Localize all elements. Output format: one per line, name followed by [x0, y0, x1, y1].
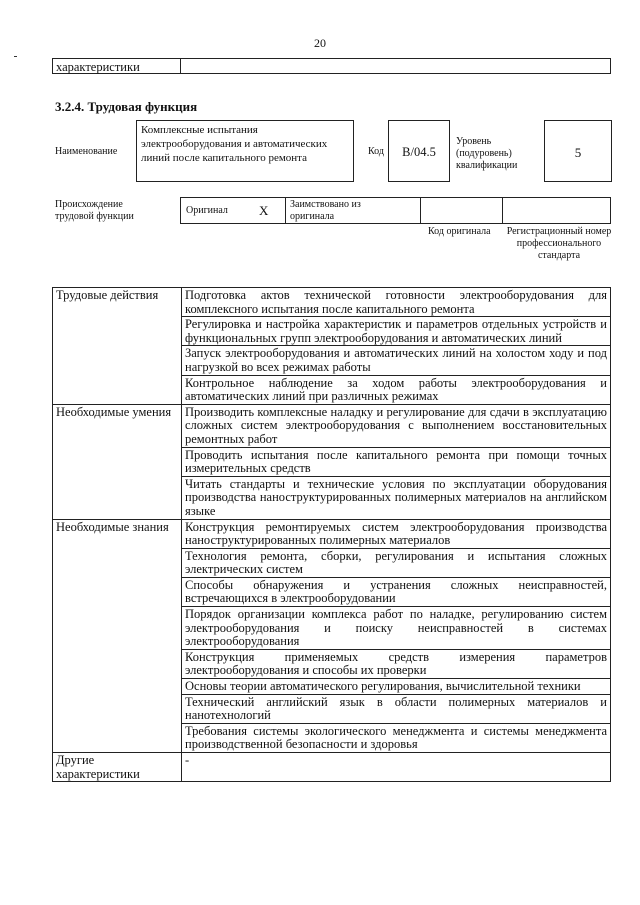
reg-number-label: Регистрационный номер профессионального стандарта	[506, 226, 612, 261]
row-label: Необходимые знания	[53, 519, 182, 753]
level-value-box	[544, 120, 612, 182]
row-item: Конструкция применяемых средств измерения параметров электрооборудования и способы их проверки	[182, 649, 611, 678]
row-item: Основы теории автоматического регулирования, вычислительной техники	[182, 679, 611, 695]
table-row	[53, 288, 611, 317]
name-value: Комплексные испытания электрооборудования и автоматических линий после капитального ремонта	[141, 124, 328, 164]
origin-divider-3	[502, 197, 503, 224]
row-item: Технология ремонта, сборки, регулирования и испытания сложных электрических систем	[182, 548, 611, 577]
prev-table-label: характеристики	[56, 60, 140, 74]
row-item: Технический английский язык в области полимерных материалов и нанотехнологий	[182, 694, 611, 723]
row-item: Производить комплексные наладку и регулирование для сдачи в эксплуатацию сложных систем электрооборудования с выполнением восстановительных ремонтных работ	[182, 404, 611, 447]
code-value: B/04.5	[402, 145, 436, 159]
section-title: 3.2.4. Трудовая функция	[55, 99, 198, 114]
borrowed-label: Заимствовано из оригинала	[290, 199, 361, 222]
origin-label: Происхождение трудовой функции	[55, 199, 134, 222]
code-label: Код	[368, 146, 384, 157]
row-item: Запуск электрооборудования и автоматических линий на холостом ходу и под нагрузкой во всех режимах работы	[182, 346, 611, 375]
row-item: Проводить испытания после капитального ремонта при помощи точных измерительных средств	[182, 447, 611, 476]
code-original-label: Код оригинала	[428, 226, 491, 237]
row-item: Способы обнаружения и устранения сложных неисправностей, встречающихся в электрооборудовании	[182, 577, 611, 606]
original-mark: X	[259, 203, 269, 218]
row-item: Требования системы экологического менеджмента и системы менеджмента производственной безопасности и здоровья	[182, 723, 611, 752]
row-label: Другие характеристики	[53, 753, 182, 782]
prev-table-value-cell	[180, 58, 611, 74]
row-label: Трудовые действия	[53, 288, 182, 405]
row-item: Регулировка и настройка характеристик и параметров отдельных устройств и функциональных групп электрооборудования и автоматических линий	[182, 317, 611, 346]
table-row	[53, 753, 611, 782]
row-item: Порядок организации комплекса работ по наладке, регулированию систем электрооборудования и поиску неисправностей в системах электрооборудования	[182, 607, 611, 650]
row-label: Необходимые умения	[53, 404, 182, 519]
origin-divider-1	[285, 197, 286, 224]
prev-table-label-cell	[52, 58, 181, 74]
row-item: -	[182, 753, 611, 782]
level-label: Уровень (подуровень) квалификации	[456, 136, 518, 171]
original-label: Оригинал	[186, 205, 228, 216]
row-item: Конструкция ремонтируемых систем электрооборудования производства наноструктурированных полимерных материалов	[182, 519, 611, 548]
row-item: Подготовка актов технической готовности электрооборудования для комплексного испытания после капитального ремонта	[182, 288, 611, 317]
table-row	[53, 404, 611, 447]
level-value: 5	[574, 145, 582, 160]
scan-mark	[14, 56, 17, 57]
page-number: 20	[314, 36, 326, 50]
origin-divider-2	[420, 197, 421, 224]
name-label: Наименование	[55, 146, 118, 157]
code-value-box	[388, 120, 450, 182]
table-row	[53, 519, 611, 548]
name-value-box	[136, 120, 354, 182]
row-item: Контрольное наблюдение за ходом работы электрооборудования и автоматических линий при различных режимах	[182, 375, 611, 404]
row-item: Читать стандарты и технические условия по эксплуатации оборудования производства наноструктурированных полимерных материалов на английском языке	[182, 476, 611, 519]
function-details-table	[52, 287, 611, 782]
